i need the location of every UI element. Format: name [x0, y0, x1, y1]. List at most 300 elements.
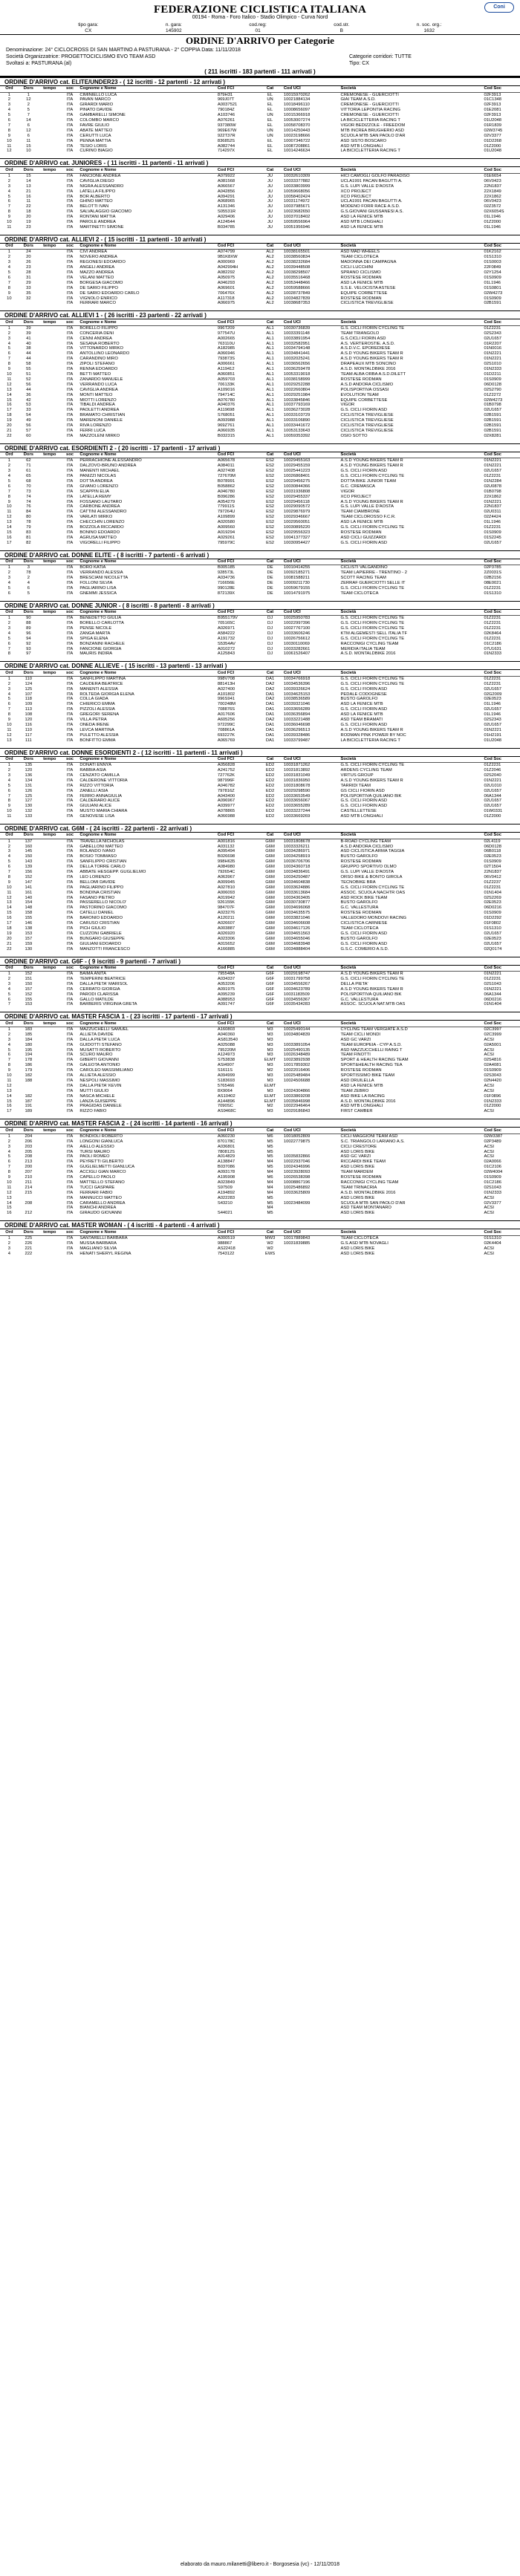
table-cell: 2: [7, 97, 10, 103]
table-cell: BORELLO FILIPPO: [79, 325, 118, 331]
table-cell: A023849: [217, 1180, 235, 1185]
table-row: [0, 1032, 520, 1038]
table-cell: 10037793169: [283, 403, 311, 408]
table-cell: [39, 408, 61, 413]
results-table: [0, 559, 520, 596]
table-cell: LANZA GUISEPPE: [79, 1099, 117, 1104]
table-cell: 01C2106: [484, 1165, 501, 1170]
table-cell: [39, 458, 61, 464]
table-cell: M4: [267, 1170, 273, 1175]
table-cell: ITA: [66, 936, 74, 941]
table-cell: 10027767100: [283, 625, 311, 631]
table-cell: ITA: [66, 189, 74, 194]
table-cell: 10051956946: [283, 224, 311, 230]
table-row: [0, 342, 520, 347]
table-cell: ITA: [66, 986, 74, 992]
table-cell: ITA: [66, 905, 74, 911]
table-cell: 160: [25, 844, 33, 849]
table-cell: [39, 896, 61, 901]
table-cell: 10034655046: [283, 936, 311, 941]
table-cell: [39, 778, 61, 784]
table-cell: A131346: [217, 204, 235, 209]
table-cell: AL1: [266, 418, 274, 423]
table-cell: 02E0523: [484, 854, 501, 859]
table-cell: OSIO SOTTO: [340, 433, 368, 438]
table-cell: 10034827839: [283, 296, 311, 301]
column-header: tempo: [39, 670, 61, 676]
column-header: Società: [340, 452, 484, 458]
table-cell: 1: [7, 1027, 10, 1032]
table-cell: 10034804839: [283, 1032, 311, 1037]
table-cell: NOVERO ANDREA: [79, 255, 117, 260]
table-cell: VITTONARDO MIRKO: [79, 346, 123, 351]
table-cell: G.C. CREMASCA: [340, 484, 375, 489]
table-cell: A101802: [217, 692, 235, 697]
section-title: ORDINE D'ARRIVO cat. DONNE ELITE - ( 8 iscritti - 7 partenti - 6 arrivati ): [0, 550, 520, 559]
table-cell: 10059353392: [283, 433, 311, 438]
table-cell: 10029455163: [283, 458, 311, 464]
table-cell: 01Z2231: [484, 676, 501, 681]
table-cell: 2: [7, 1139, 10, 1144]
section-title: ORDINE D'ARRIVO cat. DONNE JUNIOR - ( 8 iscritti - 8 partenti - 8 arrivati ): [0, 601, 520, 610]
table-cell: M5: [267, 1149, 273, 1154]
table-cell: 68: [26, 478, 31, 484]
table-cell: 14: [26, 118, 31, 123]
table-cell: 56: [26, 423, 31, 429]
table-cell: G6M: [265, 890, 275, 895]
table-row: [0, 1038, 520, 1043]
table-cell: A036801: [217, 1144, 235, 1149]
table-cell: ITA: [66, 224, 74, 230]
table-cell: 13: [7, 1088, 12, 1093]
table-cell: 13: [7, 738, 12, 743]
column-header: Dors: [19, 670, 39, 676]
table-cell: [39, 1058, 61, 1063]
table-cell: A076261: [217, 118, 235, 123]
table-cell: 2: [7, 1032, 10, 1037]
table-cell: CENNI ANDREA: [79, 336, 112, 341]
table-row: [0, 1241, 520, 1246]
table-cell: [39, 809, 61, 814]
table-cell: 10026756612: [283, 636, 311, 641]
table-cell: [39, 393, 61, 398]
table-row: [0, 789, 520, 794]
table-cell: [39, 270, 61, 276]
table-cell: G.S. CICLI FIORIN ASD: [340, 707, 388, 712]
table-cell: ITA: [66, 616, 74, 621]
table-cell: PENNA MATTIA: [79, 138, 111, 143]
table-cell: ITA: [66, 290, 74, 296]
table-cell: 22: [26, 204, 31, 209]
table-cell: 01E2081: [484, 108, 501, 113]
table-cell: 76: [26, 504, 31, 510]
table-cell: ITA: [66, 874, 74, 879]
table-cell: 01L1946: [484, 280, 501, 285]
table-cell: AL1: [266, 377, 274, 382]
table-cell: A605256: [217, 718, 235, 723]
table-cell: JU: [267, 178, 273, 183]
column-header: Cat: [257, 1229, 283, 1235]
table-row: [0, 799, 520, 804]
table-cell: [39, 687, 61, 692]
table-cell: [39, 697, 61, 702]
table-cell: 52: [26, 377, 31, 382]
table-row: [0, 489, 520, 495]
table-cell: A084011: [217, 464, 235, 469]
table-cell: A119412: [217, 367, 235, 372]
table-cell: 10033377882: [283, 178, 311, 183]
table-cell: CREMONESE - GUERCIOTTI: [340, 113, 399, 118]
table-cell: ASD GC VARZI: [340, 1154, 371, 1159]
table-cell: 01N2221: [484, 986, 501, 992]
table-cell: ED2: [265, 804, 275, 809]
table-cell: A065678: [217, 458, 235, 464]
table-cell: 01Z2231: [484, 625, 501, 631]
table-cell: 10034286971: [283, 849, 311, 854]
table-cell: DA1: [265, 732, 275, 738]
column-header: Cod Soc: [483, 610, 520, 616]
column-header: Ord: [0, 610, 19, 616]
table-row: [0, 992, 520, 998]
table-cell: MIOTTI LORENZO: [79, 397, 117, 403]
table-cell: 1: [27, 92, 30, 97]
table-cell: GIRARDI MARIO: [79, 103, 114, 108]
table-cell: 7: [27, 113, 30, 118]
table-cell: 02X6054S: [484, 209, 504, 215]
results-sections: [0, 77, 520, 1261]
table-cell: 8: [7, 874, 10, 879]
column-header: soc: [61, 833, 79, 839]
table-cell: UN: [267, 128, 273, 133]
table-cell: ASD LORIS BIKE: [340, 1211, 375, 1216]
column-header: tempo: [39, 966, 61, 972]
table-cell: 02U1657: [484, 540, 501, 545]
table-cell: ITA: [66, 1175, 74, 1180]
table-cell: 6: [27, 123, 30, 128]
table-cell: 185: [25, 1032, 33, 1037]
table-cell: AL2: [266, 260, 274, 265]
table-cell: A000969: [217, 260, 235, 265]
table-cell: ITA: [66, 510, 74, 515]
table-cell: 10034683948: [283, 941, 311, 946]
table-cell: ITA: [66, 515, 74, 520]
table-cell: EQUIPE CORBETTESE: [340, 397, 388, 403]
table-cell: EL: [267, 123, 273, 128]
table-cell: [39, 570, 61, 576]
table-row: [0, 712, 520, 718]
race-tipo: Tipo: CX: [349, 61, 369, 66]
column-header: Cod Soc: [483, 757, 520, 763]
meta-label: cod.str.: [334, 22, 350, 27]
section-title: ORDINE D'ARRIVO cat. JUNIORES - ( 11 iscritti - 11 partenti - 11 arrivati ): [0, 158, 520, 167]
table-row: [0, 260, 520, 265]
table-cell: ITA: [66, 341, 74, 346]
table-cell: 10029251984: [283, 392, 311, 397]
table-cell: B058862: [217, 484, 235, 489]
table-cell: 10029556323: [283, 530, 311, 535]
table-cell: TIBALDI ANDREA: [79, 403, 115, 408]
table-cell: 996T209: [217, 325, 235, 331]
table-cell: 19: [26, 220, 31, 225]
table-cell: 708876S: [217, 707, 235, 712]
table-cell: ES2: [266, 494, 275, 499]
column-header: Cod Soc: [483, 167, 520, 173]
table-cell: ASD LA FENICE MTB: [340, 224, 383, 230]
table-cell: 02U1657: [484, 804, 501, 809]
table-cell: 10034363405: [283, 895, 311, 900]
table-cell: 937380W: [217, 123, 236, 128]
table-cell: ASD MTB LONGHALI: [340, 1104, 383, 1109]
table-cell: 02S4816: [484, 1058, 501, 1063]
table-cell: [39, 418, 61, 423]
table-cell: DA1: [265, 676, 275, 681]
table-cell: 155: [25, 997, 33, 1002]
table-cell: ITA: [66, 723, 74, 727]
table-cell: 2: [7, 255, 10, 260]
table-cell: 28: [26, 270, 31, 275]
table-cell: A.S.D YOUNG BIKERS TEAM R: [340, 986, 403, 992]
table-cell: [39, 1154, 61, 1159]
table-row: [0, 525, 520, 530]
table-cell: 10092185271: [283, 570, 311, 576]
table-cell: 2: [7, 464, 10, 469]
table-cell: [39, 768, 61, 773]
table-cell: B037086: [217, 1165, 235, 1170]
table-cell: [39, 1084, 61, 1089]
table-cell: DELLA TORRE CARLO: [79, 865, 126, 870]
column-header: Cat: [257, 319, 283, 325]
table-cell: 998H635: [217, 859, 235, 865]
table-cell: ES2: [266, 515, 275, 520]
table-cell: 183: [25, 1027, 33, 1032]
table-cell: 10029560051: [283, 520, 311, 525]
table-cell: 10035832866: [283, 1154, 311, 1159]
table-row: [0, 900, 520, 905]
table-cell: [39, 362, 61, 367]
table-cell: A.S.D ANDORA CICLISMO: [340, 844, 394, 849]
table-cell: 8: [7, 209, 10, 215]
table-row: [0, 270, 520, 276]
table-cell: 7: [7, 1165, 10, 1170]
table-cell: ES2: [266, 510, 275, 515]
table-cell: G.S. CICLI FIORIN ASD: [340, 723, 388, 727]
table-cell: 136: [25, 773, 33, 778]
table-cell: 10053133643: [283, 428, 311, 433]
column-header: Cod UCI: [283, 1128, 340, 1133]
table-cell: 195: [25, 1047, 33, 1053]
table-cell: TURSI MAURO: [79, 1149, 110, 1154]
section-title: ORDINE D'ARRIVO cat. ELITE/UNDER23 - ( 12 iscritti - 12 partenti - 12 arrivati ): [0, 77, 520, 86]
table-cell: TEAM ZEBRO: [340, 1088, 369, 1093]
table-cell: 10034604838: [283, 879, 311, 885]
table-cell: ITA: [66, 220, 74, 225]
table-cell: [39, 723, 61, 728]
race-totals: ( 211 iscritti - 183 partenti - 111 arrivati ): [0, 68, 520, 77]
table-cell: 10041377327: [283, 535, 311, 540]
table-cell: [39, 536, 61, 541]
table-cell: FIRST CAMBER: [340, 1109, 373, 1114]
table-cell: A182985: [217, 346, 235, 351]
table-cell: BRAMATO CHRISTIAN: [79, 413, 126, 418]
table-cell: A066935: [217, 428, 235, 433]
table-cell: 110: [25, 676, 32, 681]
table-cell: B034785: [217, 224, 235, 230]
table-cell: M5: [267, 1165, 273, 1170]
table-cell: 154: [25, 900, 33, 905]
table-cell: ZERRAF GUERCIOTTI SELLE IT: [340, 580, 406, 585]
table-cell: [283, 1252, 340, 1257]
table-cell: A039977: [217, 804, 235, 809]
table-cell: CASTELLETTESE: [340, 809, 377, 814]
table-cell: B955179V: [217, 616, 238, 621]
table-cell: 6: [7, 865, 10, 870]
table-cell: ITA: [66, 1053, 74, 1058]
table-cell: 10: [7, 138, 12, 143]
table-cell: CONCERIA DENI: [79, 331, 114, 336]
table-cell: CATTINI ALESSANDRO: [79, 510, 127, 515]
table-cell: [39, 367, 61, 372]
table-cell: MUTTI GIULIO: [79, 1088, 109, 1093]
table-row: [0, 768, 520, 773]
table-cell: 3: [7, 849, 10, 854]
table-cell: 10038232684: [283, 260, 311, 265]
table-row: [0, 1133, 520, 1139]
table-cell: 120: [25, 718, 33, 723]
column-header: Cod Soc: [483, 833, 520, 839]
table-cell: TEAM CICLOTECA: [340, 255, 379, 260]
table-cell: 02U1657: [484, 799, 501, 804]
column-header: Cod UCI: [283, 1229, 340, 1235]
table-cell: 11: [7, 727, 12, 732]
table-cell: 790184Z: [217, 108, 235, 113]
table-cell: 02F3913: [484, 113, 501, 118]
results-table: [0, 1021, 520, 1114]
table-cell: RIZZO FABIO: [79, 1109, 107, 1114]
table-cell: AL2: [266, 255, 274, 260]
table-cell: FANCIONE GIORGIA: [79, 646, 122, 651]
table-row: [0, 916, 520, 921]
column-header: tempo: [39, 452, 61, 458]
table-cell: 4: [7, 108, 10, 113]
table-row: [0, 351, 520, 357]
table-cell: 42: [26, 397, 31, 403]
table-cell: 02W3387: [484, 1133, 503, 1139]
table-cell: 145: [25, 849, 33, 854]
table-cell: TEAM LAPIERRE - TRENTINO - 2: [340, 570, 407, 576]
table-row: [0, 1002, 520, 1007]
table-cell: 10036356894: [283, 712, 311, 718]
table-cell: ITA: [66, 108, 74, 113]
table-cell: 116: [25, 723, 32, 727]
table-cell: ITA: [66, 1195, 74, 1200]
table-cell: A065769: [217, 738, 235, 743]
table-cell: ITA: [66, 976, 74, 981]
table-cell: ED2: [265, 773, 275, 778]
table-cell: ITA: [66, 473, 74, 478]
table-cell: AS9468C: [217, 1109, 236, 1114]
section-title: ORDINE D'ARRIVO cat. MASTER FASCIA 2 - ( 24 iscritti - 14 partenti - 16 arrivati ): [0, 1119, 520, 1128]
table-cell: 90: [26, 616, 31, 621]
table-cell: JU: [267, 189, 273, 194]
table-cell: ITA: [66, 636, 74, 641]
table-row: [0, 429, 520, 434]
table-cell: 10035434283: [283, 1002, 311, 1007]
table-cell: 148: [25, 905, 33, 911]
table-cell: A109899: [217, 515, 235, 520]
column-header: tempo: [39, 610, 61, 616]
table-cell: POLISPORTIVA QUILIANO BIK: [340, 793, 402, 799]
column-header: soc: [61, 319, 79, 325]
column-header: tempo: [39, 1128, 61, 1133]
table-cell: 44: [26, 357, 31, 362]
table-cell: [39, 631, 61, 637]
table-cell: 01L1946: [484, 520, 501, 525]
table-cell: 4: [7, 189, 10, 194]
column-header: Società: [340, 1229, 484, 1235]
table-cell: ITA: [66, 1058, 74, 1063]
table-cell: G6F: [265, 992, 275, 997]
table-row: [0, 1053, 520, 1058]
table-cell: [39, 195, 61, 200]
table-cell: [39, 118, 61, 123]
table-cell: 10034258919: [283, 854, 311, 859]
table-cell: DOTTA BIKE JUNIOR TEAM: [340, 478, 397, 484]
table-cell: ITA: [66, 275, 74, 280]
table-cell: 01Z2237: [484, 879, 501, 885]
table-cell: 01N2221: [484, 499, 501, 504]
table-cell: AGRUSA MATTEO: [79, 535, 117, 540]
table-cell: 10059668056: [283, 189, 311, 194]
table-cell: ZIPOLI STEFANO: [79, 362, 115, 367]
table-row: [0, 255, 520, 260]
table-cell: A019942: [217, 895, 235, 900]
table-cell: ITA: [66, 199, 74, 204]
table-cell: FOSSANO LAUTARO: [79, 499, 123, 504]
table-row: [0, 484, 520, 489]
table-cell: G.S.ASD MTB NOVAGLI: [340, 1240, 389, 1246]
table-cell: ITA: [66, 525, 74, 530]
table-cell: 01K2162: [484, 250, 501, 255]
table-cell: CERRATO GIORGIA: [79, 986, 120, 992]
table-cell: 147: [25, 879, 33, 885]
table-cell: [39, 530, 61, 536]
table-row: [0, 296, 520, 302]
table-cell: 124: [25, 681, 33, 686]
table-cell: 19: [7, 931, 12, 936]
table-cell: G.S.C. COMERIO A.S.D.: [340, 946, 389, 952]
table-cell: ELMT: [264, 1099, 276, 1104]
table-cell: A.S.D ANDORA CICLISMO: [340, 382, 394, 387]
table-cell: PARODI CLARISSA: [79, 992, 119, 997]
table-cell: AL1: [266, 331, 274, 336]
table-cell: 10025441223: [283, 469, 311, 474]
table-cell: 10059679155: [283, 585, 311, 591]
table-cell: G.S. LUPI VALLE D'AOSTA: [340, 504, 394, 510]
table-row: [0, 173, 520, 178]
table-cell: ITA: [66, 1240, 74, 1246]
table-cell: 10038560834: [283, 255, 311, 260]
table-cell: [39, 215, 61, 220]
table-cell: G6M: [265, 870, 275, 875]
table-cell: JU: [267, 183, 273, 189]
table-cell: 10034360718: [283, 865, 311, 870]
table-cell: 29: [26, 280, 31, 285]
table-cell: 10: [7, 371, 12, 377]
table-cell: [39, 1180, 61, 1185]
table-cell: [39, 854, 61, 859]
table-cell: 1: [7, 1235, 10, 1240]
table-cell: SPRANO CICLISMO: [340, 270, 381, 275]
